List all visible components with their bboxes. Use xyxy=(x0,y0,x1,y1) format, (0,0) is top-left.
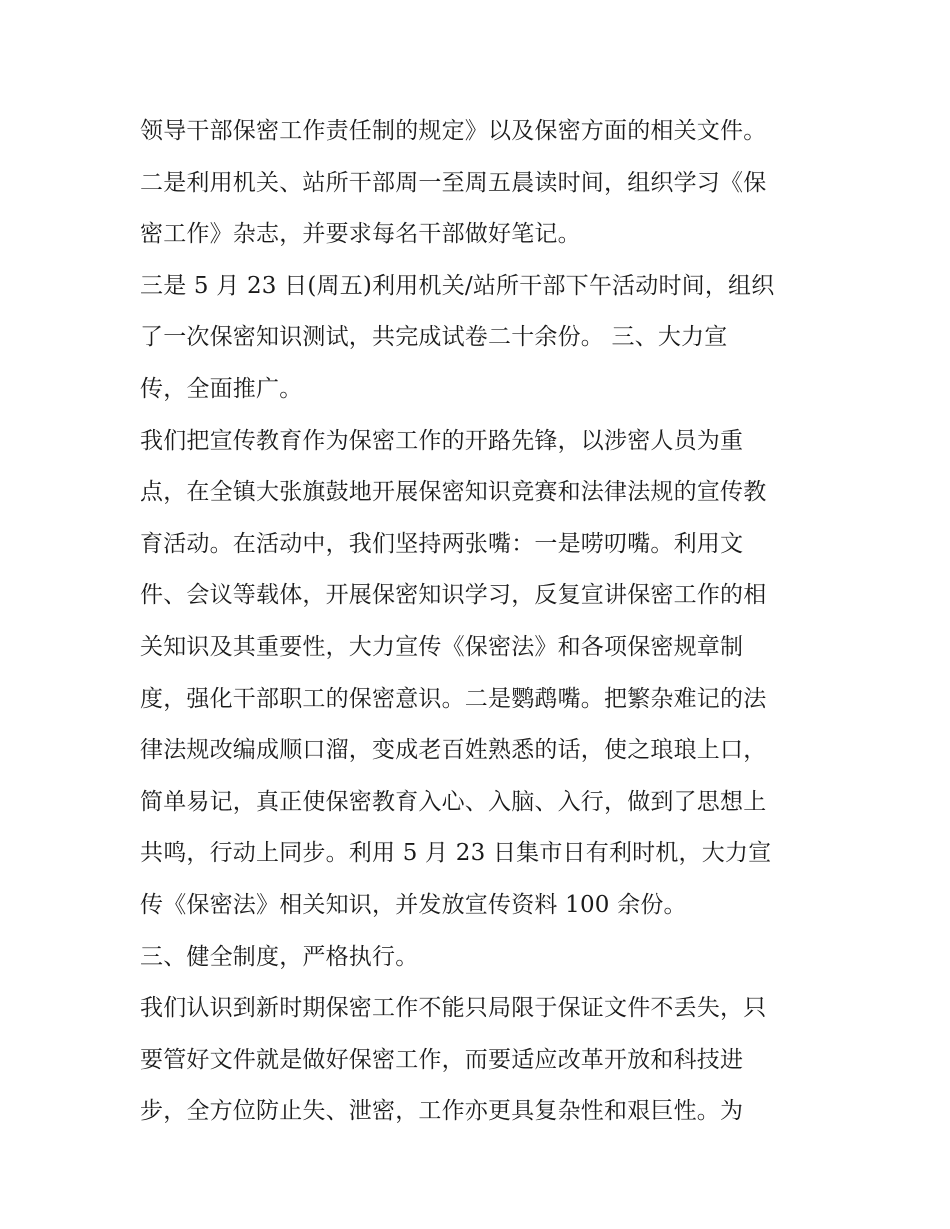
text-line: 我们把宣传教育作为保密工作的开路先锋，以涉密人员为重 xyxy=(140,427,744,454)
text-line: 三是 5 月 23 日(周五)利用机关/站所干部下午活动时间，组织 xyxy=(140,272,775,299)
text-line: 点，在全镇大张旗鼓地开展保密知识竞赛和法律法规的宣传教 xyxy=(140,479,767,506)
text-line: 了一次保密知识测试，共完成试卷二十余份。 三、大力宣 xyxy=(140,324,728,351)
text-line: 领导干部保密工作责任制的规定》以及保密方面的相关文件。 xyxy=(140,118,767,144)
text-line: 度，强化干部职工的保密意识。二是鹦鹉嘴。把繁杂难记的法 xyxy=(140,685,767,712)
document-body xyxy=(140,106,820,1138)
text-line: 传《保密法》相关知识，并发放宣传资料 100 余份。 xyxy=(140,891,687,918)
text-line: 传，全面推广。 xyxy=(140,375,303,402)
text-line: 关知识及其重要性，大力宣传《保密法》和各项保密规章制 xyxy=(140,633,744,660)
text-line: 我们认识到新时期保密工作不能只局限于保证文件不丢失，只 xyxy=(140,995,767,1022)
text-line: 简单易记，真正使保密教育入心、入脑、入行，做到了思想上 xyxy=(140,788,767,815)
text-line: 共鸣，行动上同步。利用 5 月 23 日集市日有利时机，大力宣 xyxy=(140,840,772,867)
text-line: 要管好文件就是做好保密工作，而要适应改革开放和科技进 xyxy=(140,1046,744,1073)
text-line: 律法规改编成顺口溜，变成老百姓熟悉的话，使之琅琅上口， xyxy=(140,737,767,764)
text-line: 步，全方位防止失、泄密，工作亦更具复杂性和艰巨性。为 xyxy=(140,1098,744,1125)
text-line: 件、会议等载体，开展保密知识学习，反复宣讲保密工作的相 xyxy=(140,582,767,609)
text-line: 三、健全制度，严格执行。 xyxy=(140,943,419,970)
text-line: 二是利用机关、站所干部周一至周五晨读时间，组织学习《保 xyxy=(140,169,767,196)
text-line: 育活动。在活动中，我们坚持两张嘴：一是唠叨嘴。利用文 xyxy=(140,530,744,557)
text-line: 密工作》杂志，并要求每名干部做好笔记。 xyxy=(140,221,581,248)
